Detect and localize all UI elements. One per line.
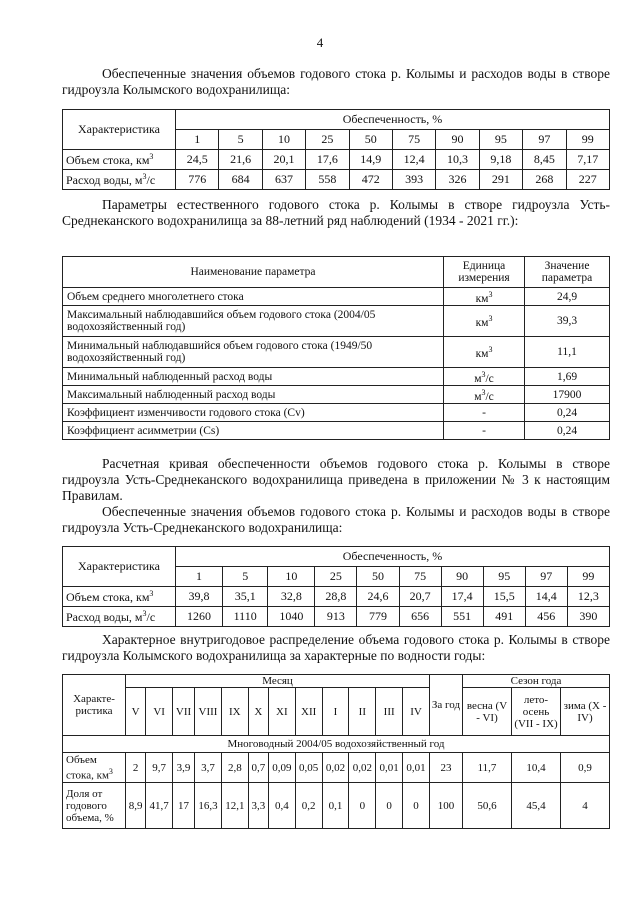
- month-XII: XII: [295, 688, 322, 736]
- probability-95: 95: [479, 130, 522, 150]
- parameter-unit: [444, 422, 525, 440]
- parameter-name: Максимальный наблюденный расход воды: [63, 386, 444, 404]
- parameter-value: 0,24: [525, 404, 610, 422]
- paragraph-2: Параметры естественного годового стока р. Колымы в створе гидроузла Усть-Среднеканского водохранилища за 88-летний ряд наблюдений (1934 - 2021 гг.):: [62, 197, 610, 228]
- probability-50: 50: [357, 567, 399, 587]
- table-kolyma-flow-probability: [62, 109, 610, 190]
- unit-superscript: 3: [481, 387, 486, 397]
- probability-90: 90: [436, 130, 479, 150]
- cell-value: 20,7: [399, 587, 441, 607]
- unit-text: м: [474, 390, 482, 403]
- month-II: II: [349, 688, 376, 736]
- table-header-season: Сезон года: [463, 675, 610, 688]
- probability-90: 90: [441, 567, 483, 587]
- parameter-name: Коэффициент асимметрии (Cs): [63, 422, 444, 440]
- parameter-unit: [444, 288, 525, 306]
- cell-value: 0: [403, 783, 430, 829]
- cell-value: 16,3: [195, 783, 222, 829]
- season-value: 4: [561, 783, 610, 829]
- parameter-value: 17900: [525, 386, 610, 404]
- parameter-name: Минимальный наблюдавшийся объем годового стока (1949/50 водохозяйственный год): [63, 337, 444, 368]
- table-row: [63, 386, 610, 404]
- unit-superscript: 3: [488, 289, 493, 299]
- table-row: [63, 753, 610, 783]
- season-value: 0,9: [561, 753, 610, 783]
- cell-value: 0,01: [403, 753, 430, 783]
- cell-value: 14,9: [349, 150, 392, 170]
- cell-value: 39,8: [176, 587, 223, 607]
- cell-value: 0,02: [349, 753, 376, 783]
- paragraph-5: Характерное внутригодовое распределение объема годового стока р. Колымы в створе гидроузла Колымского водохранилища за характерные по водности годы:: [62, 632, 610, 663]
- parameter-unit: [444, 404, 525, 422]
- unit-superscript: 3: [108, 766, 113, 776]
- parameter-value: 1,69: [525, 368, 610, 386]
- table-header-probability: Обеспеченность, %: [176, 547, 610, 567]
- month-I: I: [322, 688, 349, 736]
- probability-5: 5: [219, 130, 262, 150]
- table-header-characteristic: Характе-ристика: [63, 675, 126, 736]
- cell-value: 551: [441, 607, 483, 627]
- cell-value: 17,6: [306, 150, 349, 170]
- cell-value: 41,7: [146, 783, 173, 829]
- cell-value: 12,4: [392, 150, 435, 170]
- unit-text: -: [482, 406, 486, 419]
- month-VII: VII: [173, 688, 195, 736]
- unit-text: -: [482, 424, 486, 437]
- cell-value: 390: [567, 607, 609, 627]
- probability-95: 95: [483, 567, 525, 587]
- cell-value: 291: [479, 170, 522, 190]
- month-VIII: VIII: [195, 688, 222, 736]
- paragraph-3: Расчетная кривая обеспеченности объемов годового стока р. Колымы в створе гидроузла Усть-Среднеканского водохранилища приведена в приложении № 3 к настоящим Правилам.: [62, 456, 610, 503]
- table-header-unit: Единица измерения: [444, 257, 525, 288]
- table-row: [63, 368, 610, 386]
- table-row: [63, 607, 610, 627]
- cell-value: 10,3: [436, 150, 479, 170]
- cell-value: 393: [392, 170, 435, 190]
- table-intra-annual-distribution: [62, 674, 610, 829]
- row-label: [63, 783, 126, 829]
- year-value: 100: [430, 783, 463, 829]
- unit-superscript: 3: [149, 588, 154, 598]
- month-XI: XI: [268, 688, 295, 736]
- probability-50: 50: [349, 130, 392, 150]
- unit-tail: /с: [146, 609, 156, 624]
- cell-value: 3,3: [248, 783, 268, 829]
- cell-value: 8,9: [126, 783, 146, 829]
- table-row: [63, 288, 610, 306]
- cell-value: 8,45: [523, 150, 566, 170]
- table-row: [63, 170, 610, 190]
- unit-text: км: [475, 316, 489, 329]
- cell-value: 2: [126, 753, 146, 783]
- probability-5: 5: [222, 567, 268, 587]
- table-row: [63, 783, 610, 829]
- cell-value: 491: [483, 607, 525, 627]
- cell-value: 1040: [268, 607, 315, 627]
- table-ust-srednekan-flow-probability: [62, 546, 610, 627]
- season-value: 11,7: [463, 753, 512, 783]
- table-row: [63, 306, 610, 337]
- month-X: X: [248, 688, 268, 736]
- table-row: [63, 150, 610, 170]
- cell-value: 0: [349, 783, 376, 829]
- cell-value: 268: [523, 170, 566, 190]
- cell-value: 12,1: [221, 783, 248, 829]
- table-row: [63, 587, 610, 607]
- row-label-text: Расход воды, м: [66, 609, 143, 624]
- cell-value: 0,1: [322, 783, 349, 829]
- month-IX: IX: [221, 688, 248, 736]
- parameter-name: Коэффициент изменчивости годового стока (Cv): [63, 404, 444, 422]
- table-header-characteristic: Характеристика: [63, 547, 176, 587]
- season-0: весна (V - VI): [463, 688, 512, 736]
- probability-99: 99: [566, 130, 609, 150]
- cell-value: 0,01: [376, 753, 403, 783]
- cell-value: 2,8: [221, 753, 248, 783]
- unit-tail: /с: [485, 390, 494, 403]
- probability-1: 1: [176, 567, 223, 587]
- row-label: [63, 587, 176, 607]
- year-value: 23: [430, 753, 463, 783]
- table-flow-parameters: [62, 256, 610, 440]
- unit-tail: /с: [146, 172, 156, 187]
- row-label-text: Объем стока, км: [66, 753, 109, 782]
- row-label-text: Расход воды, м: [66, 172, 143, 187]
- paragraph-1: Обеспеченные значения объемов годового стока р. Колымы и расходов воды в створе гидроузла Колымского водохранилища:: [62, 66, 610, 97]
- month-III: III: [376, 688, 403, 736]
- cell-value: 684: [219, 170, 262, 190]
- table-header-probability: Обеспеченность, %: [176, 110, 610, 130]
- cell-value: 637: [262, 170, 305, 190]
- table-row: [63, 422, 610, 440]
- unit-superscript: 3: [488, 314, 493, 324]
- unit-superscript: 3: [142, 171, 147, 181]
- cell-value: 17: [173, 783, 195, 829]
- paragraph-4: Обеспеченные значения объемов годового стока р. Колымы и расходов воды в створе гидроузла Усть-Среднеканского водохранилища:: [62, 504, 610, 535]
- parameter-name: Объем среднего многолетнего стока: [63, 288, 444, 306]
- cell-value: 326: [436, 170, 479, 190]
- season-value: 50,6: [463, 783, 512, 829]
- cell-value: 3,7: [195, 753, 222, 783]
- section-title: Многоводный 2004/05 водохозяйственный год: [63, 736, 610, 753]
- cell-value: 0: [376, 783, 403, 829]
- unit-tail: /с: [485, 372, 494, 385]
- cell-value: 779: [357, 607, 399, 627]
- parameter-unit: [444, 337, 525, 368]
- cell-value: 24,5: [176, 150, 219, 170]
- probability-75: 75: [392, 130, 435, 150]
- cell-value: 3,9: [173, 753, 195, 783]
- probability-75: 75: [399, 567, 441, 587]
- cell-value: 1260: [176, 607, 223, 627]
- cell-value: 227: [566, 170, 609, 190]
- cell-value: 14,4: [525, 587, 567, 607]
- parameter-value: 0,24: [525, 422, 610, 440]
- cell-value: 24,6: [357, 587, 399, 607]
- probability-99: 99: [567, 567, 609, 587]
- cell-value: 9,7: [146, 753, 173, 783]
- cell-value: 1110: [222, 607, 268, 627]
- month-V: V: [126, 688, 146, 736]
- cell-value: 35,1: [222, 587, 268, 607]
- cell-value: 0,02: [322, 753, 349, 783]
- row-label-text: Доля от годового объема, %: [66, 787, 114, 824]
- probability-97: 97: [525, 567, 567, 587]
- probability-25: 25: [306, 130, 349, 150]
- table-header-parameter-name: Наименование параметра: [63, 257, 444, 288]
- unit-superscript: 3: [481, 369, 486, 379]
- table-row: [63, 404, 610, 422]
- cell-value: 0,7: [248, 753, 268, 783]
- probability-10: 10: [268, 567, 315, 587]
- unit-superscript: 3: [149, 151, 154, 161]
- cell-value: 558: [306, 170, 349, 190]
- row-label-text: Объем стока, км: [66, 589, 150, 604]
- cell-value: 12,3: [567, 587, 609, 607]
- table-header-year: За год: [430, 675, 463, 736]
- cell-value: 913: [315, 607, 357, 627]
- parameter-unit: [444, 306, 525, 337]
- month-VI: VI: [146, 688, 173, 736]
- unit-text: км: [475, 347, 489, 360]
- unit-text: м: [474, 372, 482, 385]
- parameter-value: 24,9: [525, 288, 610, 306]
- month-IV: IV: [403, 688, 430, 736]
- row-label-text: Объем стока, км: [66, 152, 150, 167]
- row-label: [63, 607, 176, 627]
- probability-1: 1: [176, 130, 219, 150]
- row-label: [63, 753, 126, 783]
- cell-value: 7,17: [566, 150, 609, 170]
- season-1: лето-осень (VII - IX): [512, 688, 561, 736]
- cell-value: 0,09: [268, 753, 295, 783]
- row-label: [63, 150, 176, 170]
- unit-superscript: 3: [488, 345, 493, 355]
- season-2: зима (X - IV): [561, 688, 610, 736]
- parameter-unit: [444, 368, 525, 386]
- cell-value: 0,05: [295, 753, 322, 783]
- table-row: [63, 337, 610, 368]
- unit-superscript: 3: [142, 608, 147, 618]
- cell-value: 472: [349, 170, 392, 190]
- cell-value: 28,8: [315, 587, 357, 607]
- cell-value: 21,6: [219, 150, 262, 170]
- cell-value: 776: [176, 170, 219, 190]
- probability-97: 97: [523, 130, 566, 150]
- unit-text: км: [475, 292, 489, 305]
- cell-value: 0,4: [268, 783, 295, 829]
- cell-value: 17,4: [441, 587, 483, 607]
- parameter-value: 11,1: [525, 337, 610, 368]
- table-header-month: Месяц: [126, 675, 430, 688]
- parameter-value: 39,3: [525, 306, 610, 337]
- cell-value: 20,1: [262, 150, 305, 170]
- cell-value: 32,8: [268, 587, 315, 607]
- table-header-characteristic: Характеристика: [63, 110, 176, 150]
- page-number: 4: [316, 35, 324, 50]
- parameter-name: Максимальный наблюдавшийся объем годового стока (2004/05 водохозяйственный год): [63, 306, 444, 337]
- parameter-name: Минимальный наблюденный расход воды: [63, 368, 444, 386]
- cell-value: 456: [525, 607, 567, 627]
- table-header-value: Значение параметра: [525, 257, 610, 288]
- parameter-unit: [444, 386, 525, 404]
- cell-value: 0,2: [295, 783, 322, 829]
- cell-value: 15,5: [483, 587, 525, 607]
- row-label: [63, 170, 176, 190]
- probability-25: 25: [315, 567, 357, 587]
- cell-value: 9,18: [479, 150, 522, 170]
- cell-value: 656: [399, 607, 441, 627]
- season-value: 45,4: [512, 783, 561, 829]
- probability-10: 10: [262, 130, 305, 150]
- season-value: 10,4: [512, 753, 561, 783]
